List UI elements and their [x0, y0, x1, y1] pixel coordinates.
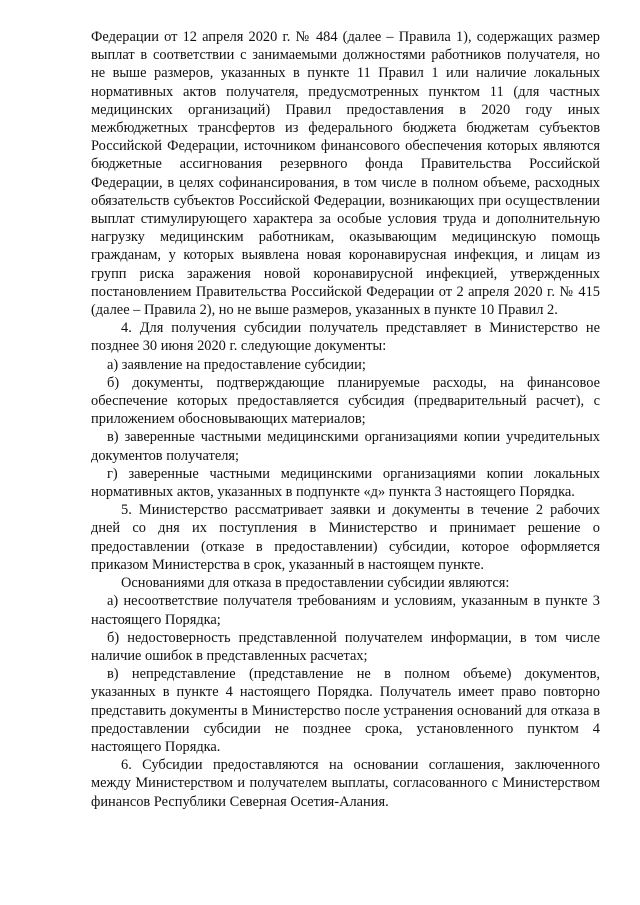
subitem-4g: г) заверенные частными медицинскими организациями копии локальных нормативных актов, указанных в подпункте «д» пункта 3 настоящего Порядка.: [91, 465, 600, 501]
paragraph-item-6: 6. Субсидии предоставляются на основании соглашения, заключенного между Министерством и получателем выплаты, согласованного с Министерством финансов Республики Северная Осетия-Алания.: [91, 757, 600, 810]
paragraph-item-5: 5. Министерство рассматривает заявки и документы в течение 2 рабочих дней со дня их поступления в Министерство и принимает решение о предоставлении (отказе в предоставлении) субсидии, которое оформляется приказом Министерства в срок, указанный в настоящем пункте.: [91, 502, 600, 573]
paragraph-continuation: Федерации от 12 апреля 2020 г. № 484 (далее – Правила 1), содержащих размер выплат в соответствии с занимаемыми должностями работников получателя, но не выше размеров, указанных в пункте 11 Правил 1 или наличие локальных нормативных актов получателя, предусмотренных пунктом 11 (для частных медицинских организаций) Правил предоставления в 2020 году иных межбюджетных трансфертов из федерального бюджета бюджетам субъектов Российской Федерации, источником финансового обеспечения которых являются бюджетные ассигнования резервного фонда Правительства Российской Федерации, в целях софинансирования, в том числе в полном объеме, расходных обязательств субъектов Российской Федерации, возникающих при осуществлении выплат стимулирующего характера за особые условия труда и дополнительную нагрузку медицинским работникам, оказывающим медицинскую помощь гражданам, у которых выявлена новая коронавирусная инфекция, и лицам из групп риска заражения новой коронавирусной инфекцией, утвержденных постановлением Правительства Российской Федерации от 2 апреля 2020 г. № 415 (далее – Правила 2), но не выше размеров, указанных в пункте 10 Правил 2.: [91, 29, 600, 319]
subitem-refusal-a: а) несоответствие получателя требованиям и условиям, указанным в пункте 3 настоящего Порядка;: [91, 593, 600, 628]
paragraph-item-4: 4. Для получения субсидии получатель представляет в Министерство не позднее 30 июня 2020 г. следующие документы:: [91, 320, 600, 355]
subitem-refusal-v: в) непредставление (представление не в полном объеме) документов, указанных в пункте 4 настоящего Порядка. Получатель имеет право повторно представить документы в Министерство после устранения оснований для отказа в предоставлении субсидии не позднее срока, установленного пунктом 4 настоящего Порядка.: [91, 666, 600, 755]
subitem-4v: в) заверенные частными медицинскими организациями копии учредительных документов получателя;: [91, 429, 600, 464]
document-page: [91, 28, 600, 811]
subitem-4a: а) заявление на предоставление субсидии;: [107, 356, 366, 373]
paragraph-refusal-grounds: Основаниями для отказа в предоставлении субсидии являются:: [121, 575, 510, 592]
subitem-refusal-b: б) недостоверность представленной получателем информации, в том числе наличие ошибок в представленных расчетах;: [91, 629, 600, 664]
subitem-4b: б) документы, подтверждающие планируемые расходы, на финансовое обеспечение которых предоставляется субсидия (предварительный расчет), с приложением обосновывающих материалов;: [91, 374, 600, 428]
